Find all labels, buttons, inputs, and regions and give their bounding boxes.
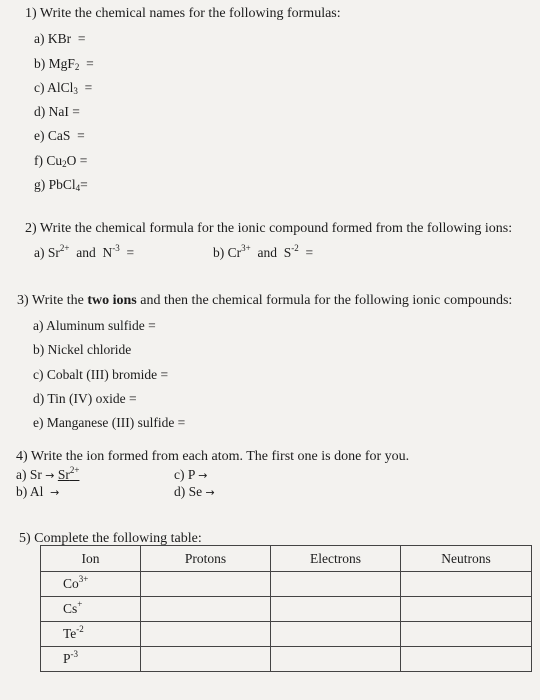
- q1-item-b: b) MgF$_2$ =: [34, 56, 94, 72]
- q1-heading: 1) Write the chemical names for the following formulas:: [25, 6, 341, 21]
- electrons-cell[interactable]: [271, 622, 401, 647]
- electrons-cell[interactable]: [271, 597, 401, 622]
- q4-item-c: c) P →: [174, 467, 208, 482]
- q1-item-e: e) CaS =: [34, 128, 85, 143]
- electrons-cell[interactable]: [271, 647, 401, 672]
- column-header-electrons: Electrons: [271, 546, 401, 572]
- q2-item-a: a) $Sr^{2+}$ and $N^{-3}$ =: [34, 243, 135, 260]
- neutrons-cell[interactable]: [401, 622, 532, 647]
- q3-item-d: d) Tin (IV) oxide =: [33, 391, 137, 406]
- q4-heading: 4) Write the ion formed from each atom. The first one is done for you.: [16, 449, 410, 464]
- neutrons-cell[interactable]: [401, 572, 532, 597]
- arrow-icon: →: [45, 469, 55, 482]
- q1-item-a: a) KBr =: [34, 31, 86, 46]
- q3-item-a: a) Aluminum sulfide =: [33, 318, 156, 333]
- electrons-cell[interactable]: [271, 572, 401, 597]
- q1-item-g: g) PbCl$_4$=: [34, 177, 88, 193]
- ion-cell: Cs+: [41, 597, 141, 622]
- protons-cell[interactable]: [141, 622, 271, 647]
- ion-cell: $Te^{-2}$: [41, 622, 141, 647]
- q4-example-answer: $Sr^{2+}$: [57, 465, 80, 482]
- ion-table: [40, 545, 532, 672]
- arrow-icon: →: [50, 486, 60, 499]
- arrow-icon: →: [205, 486, 215, 499]
- q3-item-e: e) Manganese (III) sulfide =: [33, 415, 186, 430]
- q2-heading: 2) Write the chemical formula for the ionic compound formed from the following ions:: [25, 221, 513, 236]
- q3-item-b: b) Nickel chloride: [33, 342, 132, 357]
- q3-heading: 3) Write the two ions and then the chemical formula for the following ionic compounds:: [17, 293, 513, 308]
- q1-item-d: d) NaI =: [34, 104, 80, 119]
- ion-cell: $Co^{3+}$: [41, 572, 141, 597]
- q5-heading: 5) Complete the following table:: [19, 531, 202, 546]
- q1-item-f: f) $Cu_2O$ =: [34, 153, 88, 169]
- table-row: [41, 622, 532, 647]
- neutrons-cell[interactable]: [401, 597, 532, 622]
- q1-item-c: c) AlCl$_3$ =: [34, 80, 93, 96]
- column-header-neutrons: Neutrons: [401, 546, 532, 572]
- column-header-protons: Protons: [141, 546, 271, 572]
- table-row: [41, 597, 532, 622]
- neutrons-cell[interactable]: [401, 647, 532, 672]
- arrow-icon: →: [198, 469, 208, 482]
- table-row: [41, 572, 532, 597]
- q4-item-b: b) Al →: [16, 484, 60, 499]
- protons-cell[interactable]: [141, 572, 271, 597]
- q2-item-b: b) $Cr^{3+}$ and $S^{-2}$ =: [213, 243, 314, 260]
- table-row: [41, 647, 532, 672]
- q4-item-a: a) $Sr \to Sr^{2+}$: [16, 465, 80, 482]
- q4-item-d: d) Se →: [174, 484, 215, 499]
- ion-cell: $P^{-3}$: [41, 647, 141, 672]
- protons-cell[interactable]: [141, 597, 271, 622]
- protons-cell[interactable]: [141, 647, 271, 672]
- table-header-row: [41, 546, 532, 572]
- q3-item-c: c) Cobalt (III) bromide =: [33, 367, 169, 382]
- column-header-ion: Ion: [41, 546, 141, 572]
